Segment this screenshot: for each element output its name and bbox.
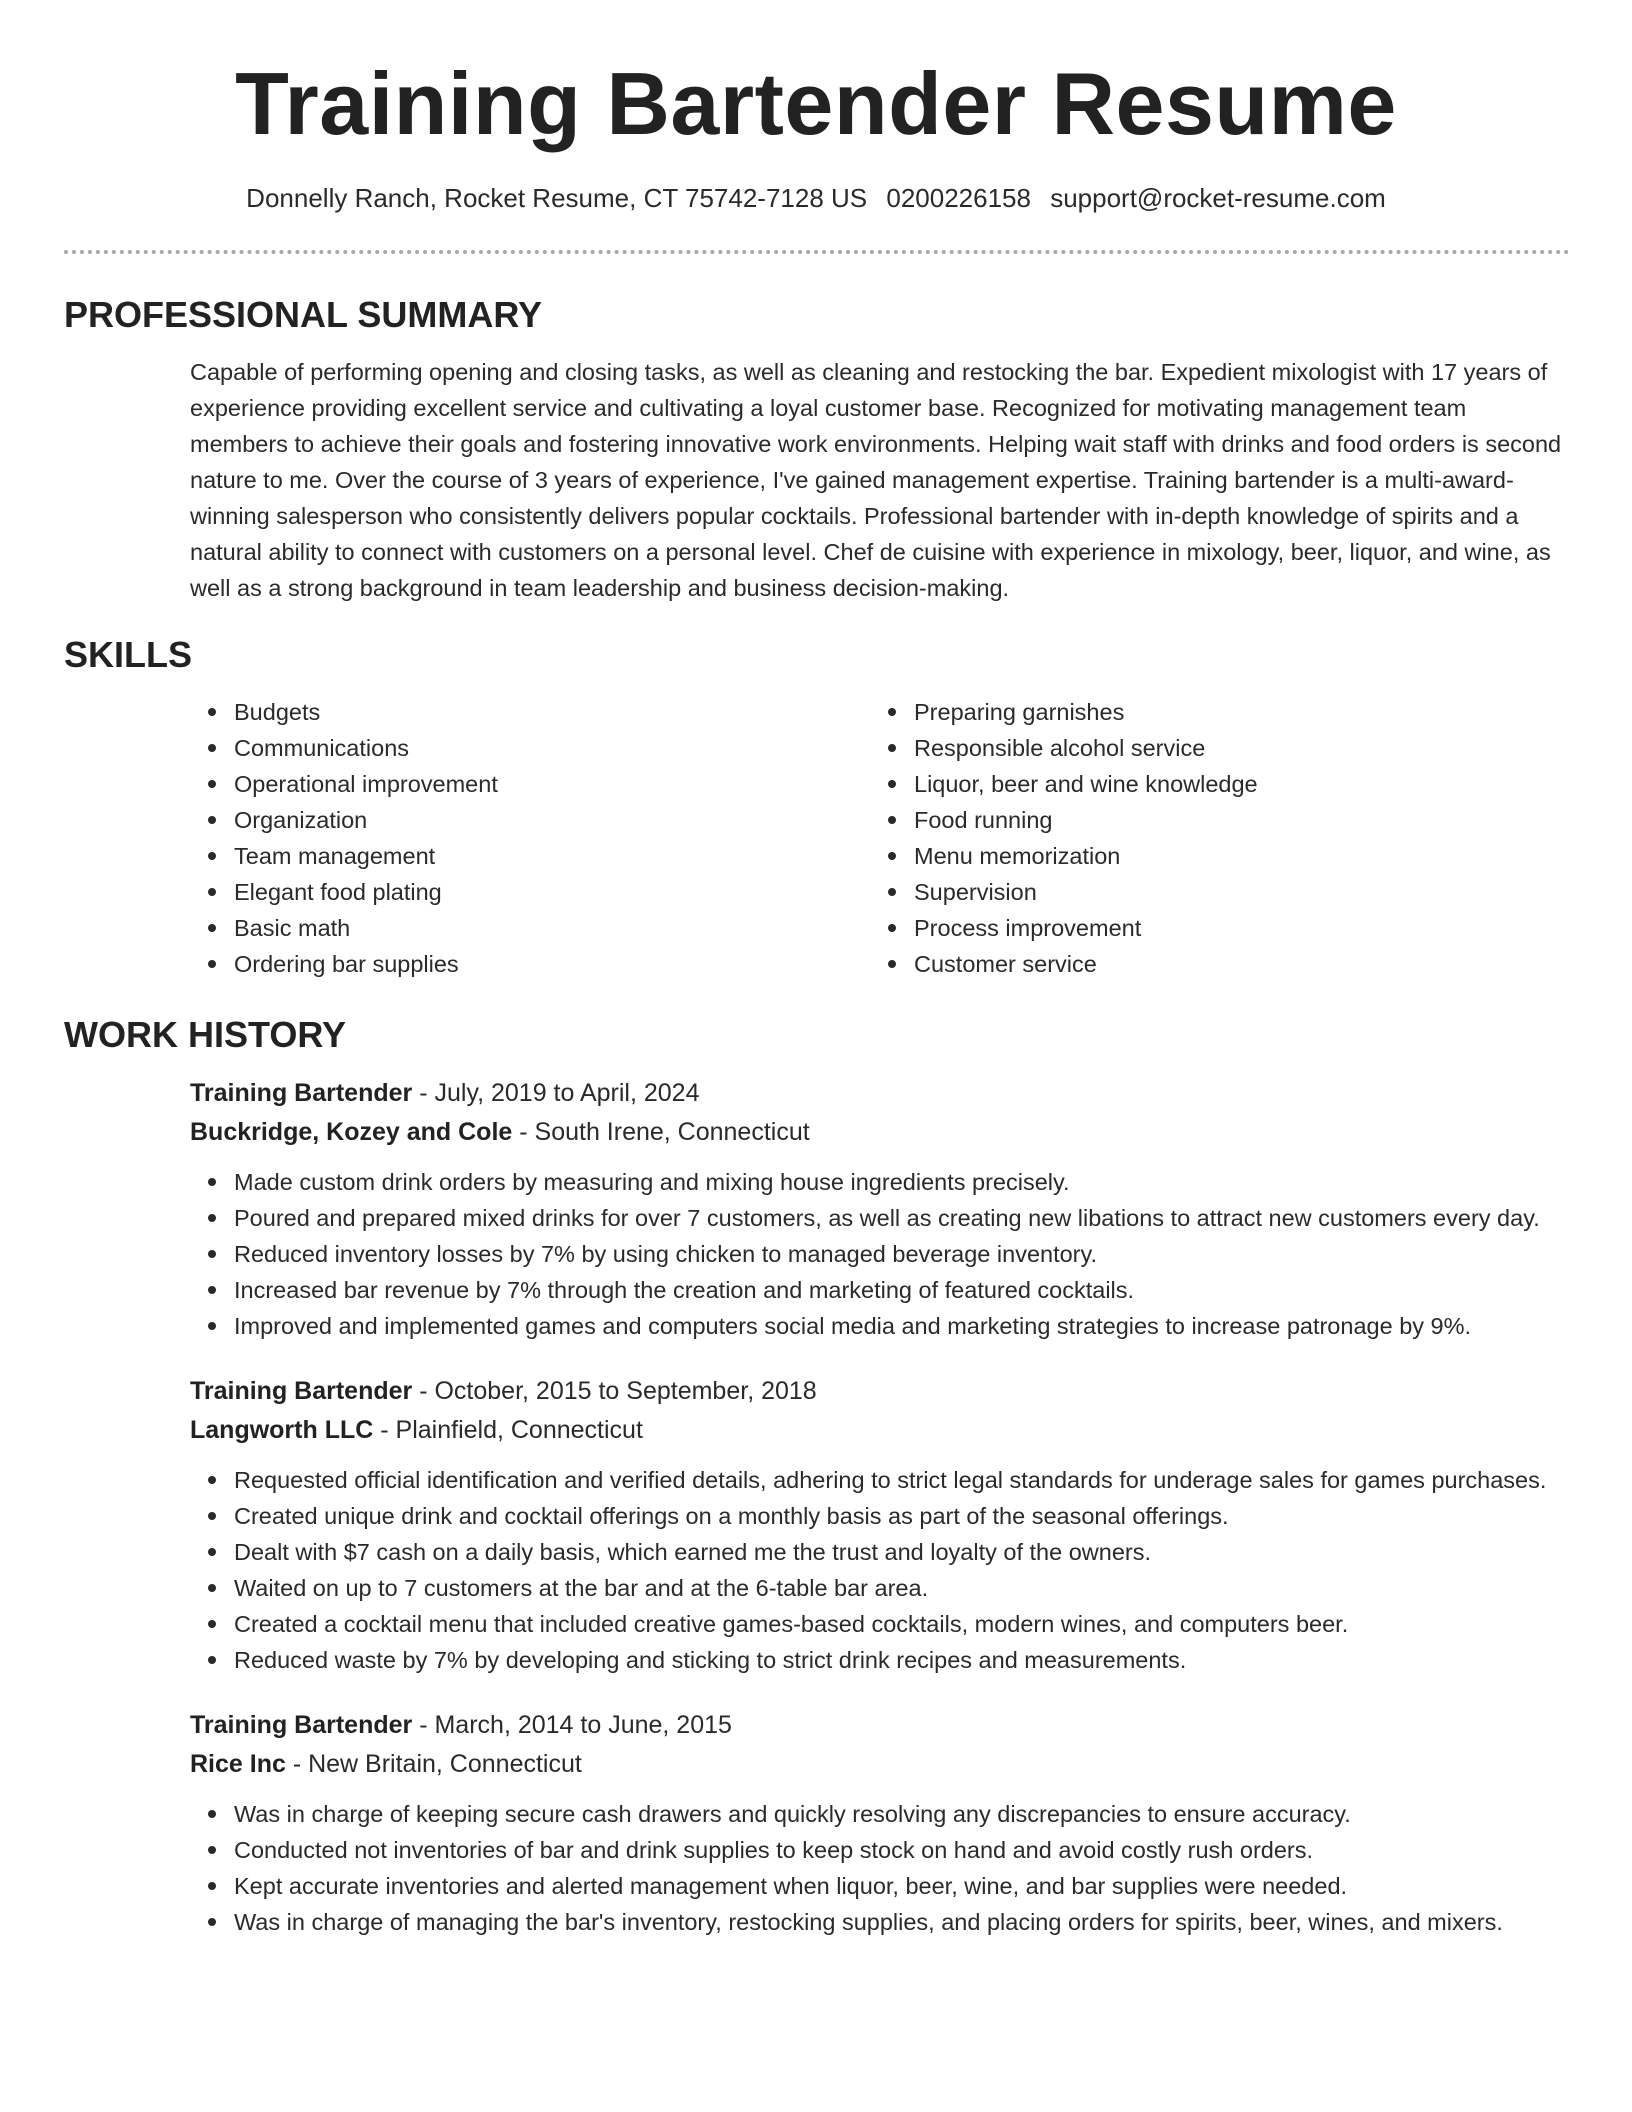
job-title: Training Bartender (190, 1079, 413, 1107)
job-title-line (190, 1706, 1570, 1745)
skills-list-right (870, 694, 1550, 982)
work-history-heading: WORK HISTORY (64, 1014, 347, 1055)
job-bullet: Was in charge of keeping secure cash drawers and quickly resolving any discrepancies to ensure accuracy. (234, 1796, 1570, 1832)
resume-content (64, 292, 1570, 1970)
skills-columns (190, 694, 1570, 982)
skill-item: Responsible alcohol service (914, 730, 1550, 766)
skill-item: Organization (234, 802, 870, 838)
job-location: - New Britain, Connecticut (285, 1750, 582, 1778)
summary-body (190, 354, 1570, 606)
job-company-line (190, 1411, 1570, 1450)
job-bullet: Poured and prepared mixed drinks for over 7 customers, as well as creating new libations to attract new customers every day. (234, 1200, 1570, 1236)
job-bullet: Dealt with $7 cash on a daily basis, which earned me the trust and loyalty of the owners. (234, 1534, 1570, 1570)
job-company: Buckridge, Kozey and Cole (190, 1118, 513, 1146)
job-title-line (190, 1074, 1570, 1113)
job-title: Training Bartender (190, 1711, 413, 1739)
skill-item: Menu memorization (914, 838, 1550, 874)
contact-address: Donnelly Ranch, Rocket Resume, CT 75742-7128 US (246, 183, 868, 213)
skill-item: Team management (234, 838, 870, 874)
job-company-line (190, 1745, 1570, 1784)
skills-column-left (190, 694, 870, 982)
job-entry (190, 1706, 1570, 1940)
work-history-body (190, 1074, 1570, 1940)
job-bullet: Created unique drink and cocktail offerings on a monthly basis as part of the seasonal offerings. (234, 1498, 1570, 1534)
contact-phone: 0200226158 (886, 183, 1031, 213)
job-bullet: Requested official identification and verified details, adhering to strict legal standards for underage sales for games purchases. (234, 1462, 1570, 1498)
skill-item: Operational improvement (234, 766, 870, 802)
job-dates: - July, 2019 to April, 2024 (412, 1079, 700, 1107)
job-bullets (190, 1164, 1570, 1344)
job-bullet: Created a cocktail menu that included creative games-based cocktails, modern wines, and computers beer. (234, 1606, 1570, 1642)
skill-item: Supervision (914, 874, 1550, 910)
job-company: Rice Inc (190, 1750, 286, 1778)
header-divider (64, 250, 1570, 254)
skill-item: Communications (234, 730, 870, 766)
job-bullets (190, 1462, 1570, 1678)
resume-title: Training Bartender Resume (235, 54, 1397, 153)
job-bullet: Increased bar revenue by 7% through the creation and marketing of featured cocktails. (234, 1272, 1570, 1308)
summary-section (64, 292, 1570, 606)
job-bullet: Waited on up to 7 customers at the bar and at the 6-table bar area. (234, 1570, 1570, 1606)
work-history-section (64, 1012, 1570, 1940)
job-company-line (190, 1113, 1570, 1152)
skill-item: Customer service (914, 946, 1550, 982)
job-dates: - March, 2014 to June, 2015 (412, 1711, 732, 1739)
skill-item: Process improvement (914, 910, 1550, 946)
skills-column-right (870, 694, 1550, 982)
skills-body (190, 694, 1570, 982)
job-dates: - October, 2015 to September, 2018 (412, 1377, 817, 1405)
skills-heading: SKILLS (64, 634, 193, 675)
summary-text: Capable of performing opening and closing tasks, as well as cleaning and restocking the bar. Expedient mixologist with 17 years of experience providing excellent service and cultivating a loyal customer base. Recognized for motivating management team members to achieve their goals and fostering innovative work environments. Helping wait staff with drinks and food orders is second nature to me. Over the course of 3 years of experience, I've gained management expertise. Training bartender is a multi-award-winning salesperson who consistently delivers popular cocktails. Professional bartender with in-depth knowledge of spirits and a natural ability to connect with customers on a personal level. Chef de cuisine with experience in mixology, beer, liquor, and wine, as well as a strong background in team leadership and business decision-making. (190, 359, 1562, 601)
job-bullet: Reduced inventory losses by 7% by using chicken to managed beverage inventory. (234, 1236, 1570, 1272)
skills-section (64, 632, 1570, 982)
job-entry (190, 1372, 1570, 1678)
skills-list-left (190, 694, 870, 982)
job-title-line (190, 1372, 1570, 1411)
job-bullet: Reduced waste by 7% by developing and sticking to strict drink recipes and measurements. (234, 1642, 1570, 1678)
skill-item: Budgets (234, 694, 870, 730)
job-entry (190, 1074, 1570, 1344)
skill-item: Preparing garnishes (914, 694, 1550, 730)
contact-info (0, 178, 1632, 218)
skill-item: Liquor, beer and wine knowledge (914, 766, 1550, 802)
job-company: Langworth LLC (190, 1416, 374, 1444)
skill-item: Elegant food plating (234, 874, 870, 910)
job-bullet: Improved and implemented games and computers social media and marketing strategies to increase patronage by 9%. (234, 1308, 1570, 1344)
job-bullet: Conducted not inventories of bar and drink supplies to keep stock on hand and avoid costly rush orders. (234, 1832, 1570, 1868)
job-location: - South Irene, Connecticut (512, 1118, 810, 1146)
job-title: Training Bartender (190, 1377, 413, 1405)
skill-item: Food running (914, 802, 1550, 838)
summary-heading: PROFESSIONAL SUMMARY (64, 294, 543, 335)
job-bullets (190, 1796, 1570, 1940)
job-bullet: Was in charge of managing the bar's inventory, restocking supplies, and placing orders for spirits, beer, wines, and mixers. (234, 1904, 1570, 1940)
job-location: - Plainfield, Connecticut (373, 1416, 643, 1444)
job-bullet: Kept accurate inventories and alerted management when liquor, beer, wine, and bar supplies were needed. (234, 1868, 1570, 1904)
skill-item: Basic math (234, 910, 870, 946)
skill-item: Ordering bar supplies (234, 946, 870, 982)
job-bullet: Made custom drink orders by measuring and mixing house ingredients precisely. (234, 1164, 1570, 1200)
contact-email: support@rocket-resume.com (1050, 183, 1386, 213)
